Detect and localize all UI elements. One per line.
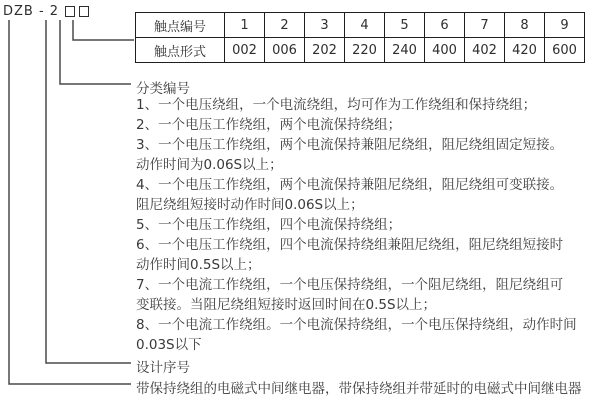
contact-form-cell: 240 [385, 38, 425, 63]
classification-line-8-cont: 0.03S以下 [136, 337, 202, 353]
contact-form-cell: 600 [545, 38, 585, 63]
contact-table [135, 12, 585, 63]
model-prefix-text: DZB - 2 [3, 3, 60, 19]
classification-line-2: 2、一个电压工作绕组，两个电流保持绕组； [136, 117, 402, 133]
leader-line-contact-table [73, 20, 134, 40]
contact-form-cell: 006 [265, 38, 305, 63]
classification-line-3: 3、一个电压工作绕组，两个电流保持兼阻尼绕组，阻尼绕组固定短接。 [136, 137, 564, 153]
contact-number-cell: 5 [385, 13, 425, 38]
contact-form-cell: 220 [345, 38, 385, 63]
classification-line-7-cont: 变联接。当阻尼绕组短接时返回时间在0.5S以上； [136, 297, 437, 313]
contact-number-cell: 2 [265, 13, 305, 38]
relay-type-description: 带保持绕组的电磁式中间继电器，带保持绕组并带延时的电磁式中间继电器 [136, 381, 582, 397]
classification-line-4-cont: 阻尼绕组短接时动作时间0.06S以上； [136, 197, 364, 213]
contact-form-cell: 402 [465, 38, 505, 63]
contact-form-cell: 202 [305, 38, 345, 63]
contact-form-cell: 002 [225, 38, 265, 63]
design-serial-label: 设计序号 [136, 360, 190, 376]
classification-list [136, 95, 596, 355]
classification-line-4: 4、一个电压工作绕组，两个电流保持兼阻尼绕组，阻尼绕组可变联接。 [136, 177, 564, 193]
leader-line-classification [60, 20, 131, 84]
contact-form-row [136, 38, 585, 63]
leader-line-type [9, 20, 131, 384]
contact-number-row [136, 13, 585, 38]
classification-line-7: 7、一个电流工作绕组，一个电压保持绕组，一个阻尼绕组，阻尼绕组可 [136, 277, 564, 293]
classification-line-8: 8、一个电流工作绕组。一个电流保持绕组，一个电压保持绕组，动作时间 [136, 317, 577, 333]
classification-line-6-cont: 动作时间0.5S以上； [136, 257, 261, 273]
contact-number-cell: 1 [225, 13, 265, 38]
classification-label: 分类编号 [136, 81, 190, 97]
contact-number-cell: 6 [425, 13, 465, 38]
contact-number-cell: 9 [545, 13, 585, 38]
contact-number-cell: 7 [465, 13, 505, 38]
contact-number-cell: 3 [305, 13, 345, 38]
classification-line-5: 5、一个电压工作绕组，四个电流保持绕组； [136, 217, 402, 233]
contact-number-header: 触点编号 [136, 13, 225, 38]
contact-number-cell: 8 [505, 13, 545, 38]
contact-form-cell: 420 [505, 38, 545, 63]
leader-line-design-serial [46, 20, 131, 363]
contact-form-header: 触点形式 [136, 38, 225, 63]
contact-form-cell: 400 [425, 38, 465, 63]
classification-line-3-cont: 动作时间为0.06S以上； [136, 157, 283, 173]
contact-number-cell: 4 [345, 13, 385, 38]
classification-line-1: 1、一个电压绕组，一个电流绕组，均可作为工作绕组和保持绕组； [136, 97, 537, 113]
classification-line-6: 6、一个电压工作绕组，四个电流保持绕组兼阻尼绕组，阻尼绕组短接时 [136, 237, 564, 253]
